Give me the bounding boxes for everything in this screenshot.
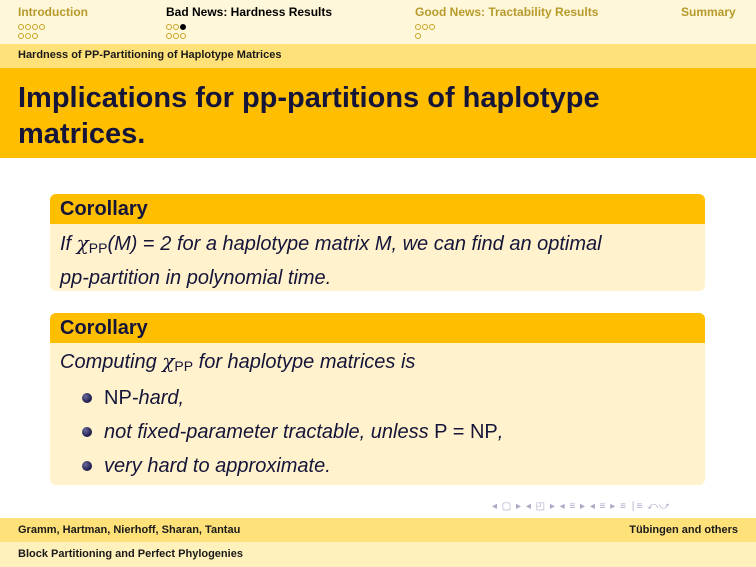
block-body	[50, 224, 705, 291]
text-segment: not fixed-parameter tractable, unless	[104, 421, 435, 443]
nav-frame-dots	[166, 22, 332, 40]
text-segment: 2 for a haplotype matrix M, we can find an optimal	[154, 233, 602, 255]
footer-authors: Gramm, Hartman, Nierhoff, Sharan, Tantau	[18, 524, 241, 536]
nav-section-bad-news[interactable]	[166, 5, 332, 40]
math-text: P = NP	[434, 421, 498, 443]
text-segment: -hard,	[131, 387, 185, 409]
chi-symbol: χ	[162, 349, 175, 373]
chi-symbol: χ	[76, 231, 89, 255]
chi-subscript: PP	[88, 240, 108, 256]
nav-frame-dots	[415, 22, 598, 40]
footer-bar-title	[0, 542, 756, 567]
text-segment: ,	[497, 421, 504, 443]
corollary-line-2: pp-partition in polynomial time.	[60, 267, 332, 289]
text-segment: Computing	[60, 351, 163, 373]
bullet-icon	[82, 393, 92, 403]
corollary-intro	[60, 346, 695, 381]
corollary-list	[60, 381, 695, 483]
current-frame-dot	[180, 24, 186, 30]
text-segment: If	[60, 233, 77, 255]
block-body	[50, 343, 705, 483]
footer-bar-authors	[0, 518, 756, 542]
footer-short-title: Block Partitioning and Perfect Phylogenies	[18, 548, 243, 560]
frame-title-bar	[0, 68, 756, 158]
nav-frame-dots	[18, 22, 88, 40]
nav-section-label[interactable]: Good News: Tractability Results	[415, 5, 599, 19]
nav-section-good-news[interactable]	[415, 5, 598, 40]
bullet-icon	[82, 427, 92, 437]
np-text: NP	[104, 387, 132, 409]
text-segment: for haplotype matrices is	[193, 351, 416, 373]
block-title: Corollary	[60, 317, 148, 339]
slide-title: Implications for pp-partitions of haplotype matrices.	[18, 82, 600, 150]
list-item	[60, 449, 695, 483]
nav-section-label[interactable]: Bad News: Hardness Results	[166, 5, 333, 19]
list-item	[60, 381, 695, 415]
chi-subscript: PP	[174, 358, 194, 374]
nav-section-label[interactable]: Summary	[681, 5, 736, 19]
footer-institute: Tübingen and others	[629, 524, 738, 536]
bullet-icon	[82, 461, 92, 471]
text-segment: very hard to approximate.	[104, 455, 331, 477]
section-navigation	[0, 0, 756, 44]
equals-sign: =	[143, 233, 155, 255]
nav-section-introduction[interactable]	[18, 5, 88, 40]
corollary-block-2	[50, 313, 705, 485]
block-title-bar	[50, 194, 705, 224]
list-item	[60, 415, 695, 449]
block-title-bar	[50, 313, 705, 343]
beamer-navigation-icons[interactable]: ◂ ▢ ▸ ◂ ◰ ▸ ◂ ≡ ▸ ◂ ≡ ▸ ≡ ∣≡ ⤺⤻	[492, 501, 671, 512]
nav-section-label[interactable]: Introduction	[18, 5, 88, 19]
block-title: Corollary	[60, 198, 148, 220]
text-segment: (M)	[107, 233, 144, 255]
nav-section-summary[interactable]	[681, 5, 736, 19]
subsection-title[interactable]: Hardness of PP-Partitioning of Haplotype Matrices	[18, 49, 282, 61]
corollary-block-1	[50, 194, 705, 291]
corollary-line-1	[60, 228, 695, 263]
subsection-bar	[0, 44, 756, 68]
